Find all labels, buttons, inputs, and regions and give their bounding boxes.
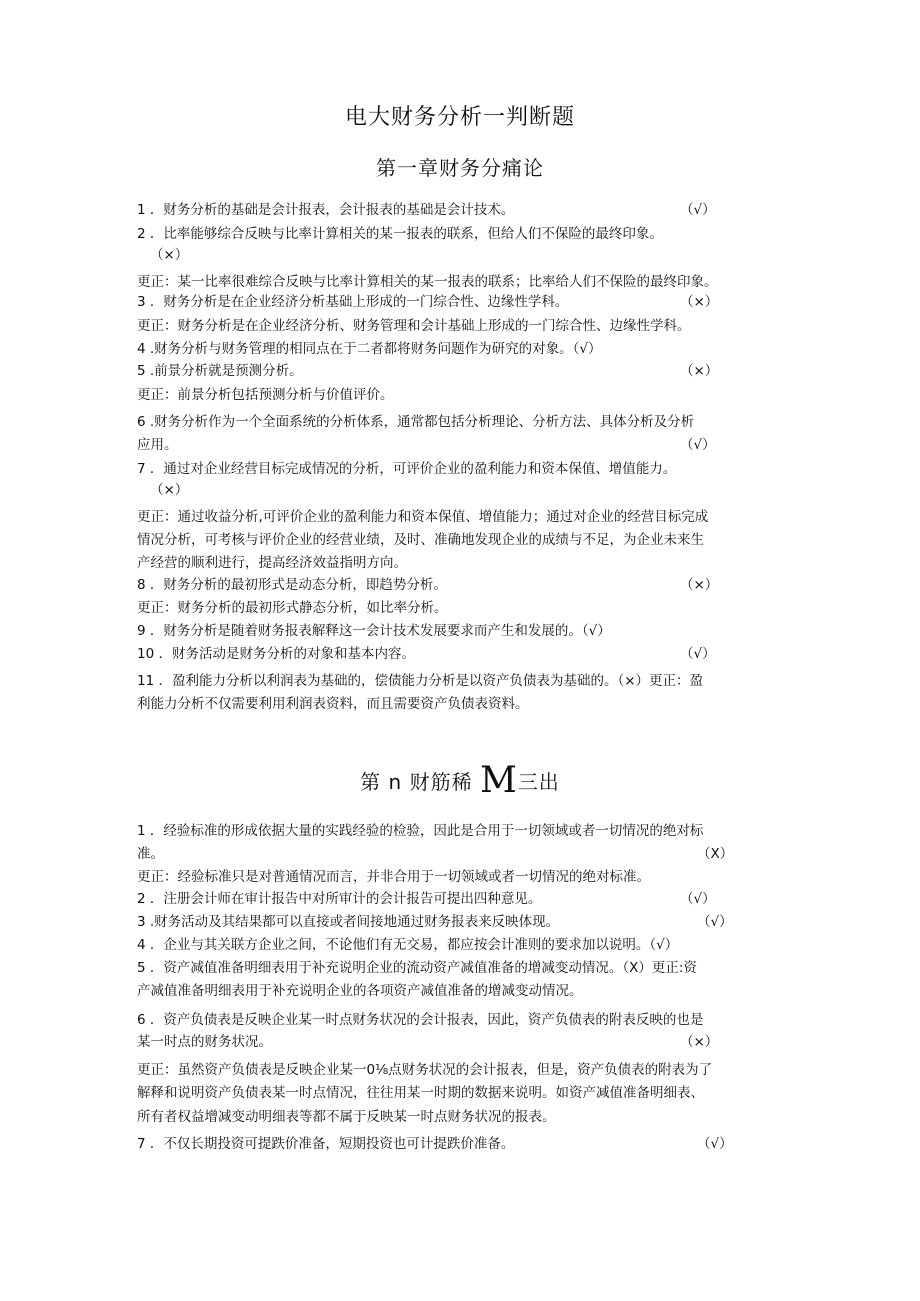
ch1-item-1-mark: （√） <box>680 202 716 218</box>
ch1-item-9: 9 ．财务分析是随着财务报表解释这一会计技术发展要求而产生和发展的。（√） <box>137 623 611 639</box>
ch2-item-5-cont: 产减值准备明细表用于补充说明企业的各项资产减值准备的增减变动情况。 <box>137 983 583 999</box>
ch1-item-7-correction-3: 产经营的顺利进行，提高经济效益指明方向。 <box>137 555 407 571</box>
ch1-item-3-mark: （×） <box>680 294 719 310</box>
ch1-item-7-correction-1: 更正：通过收益分析,可评价企业的盈利能力和资本保值、增值能力；通过对企业的经营目标完成 <box>137 509 709 525</box>
ch1-item-7-mark: （×） <box>150 482 189 498</box>
ch1-item-2: 2 ．比率能够综合反映与比率计算相关的某一报表的联系，但给人们不保险的最终印象。 <box>137 226 663 242</box>
ch1-item-5-correction: 更正：前景分析包括预测分析与价值评价。 <box>137 387 394 403</box>
ch2-item-1-correction: 更正：经验标准只是对普通情况而言，并非合用于一切领域或者一切情况的绝对标准。 <box>137 869 650 885</box>
chapter-1-heading: 第一章财务分痛论 <box>376 156 544 180</box>
chapter-2-heading-part1: 第 <box>360 770 382 794</box>
ch2-item-5: 5 ．资产减值准备明细表用于补充说明企业的流动资产减值准备的增减变动情况。（X）更正:资 <box>137 960 697 976</box>
ch1-item-7: 7 ．通过对企业经营目标完成情况的分析，可评价企业的盈利能力和资本保值、增值能力。 <box>137 461 677 477</box>
chapter-2-heading-part2: n <box>388 770 403 794</box>
ch2-item-6-correction-2: 解释和说明资产负债表某一时点情况，往往用某一时期的数据来说明。如资产减值准备明细表、 <box>137 1085 704 1101</box>
ch2-item-1: 1 ．经验标准的形成依据大量的实践经验的检验，因此是合用于一切领域或者一切情况的绝对标 <box>137 823 704 839</box>
ch1-item-3: 3 ．财务分析是在企业经济分析基础上形成的一门综合性、边缘性学科。 <box>137 294 569 310</box>
ch2-item-1-mark: （X） <box>697 846 734 862</box>
ch2-item-6-cont: 某一时点的财务状况。 <box>137 1034 272 1050</box>
chapter-2-heading-part5: 三出 <box>517 770 560 794</box>
chapter-2-heading <box>0 760 920 801</box>
ch2-item-6-mark: （×） <box>680 1034 719 1050</box>
ch1-item-6-cont: 应用。 <box>137 437 178 453</box>
ch1-item-5-mark: （×） <box>680 363 719 379</box>
ch2-item-7-mark: （√） <box>697 1136 733 1152</box>
ch1-item-3-correction: 更正：财务分析是在企业经济分析、财务管理和会计基础上形成的一门综合性、边缘性学科。 <box>137 318 691 334</box>
ch1-item-6: 6 .财务分析作为一个全面系统的分析体系，通常都包括分析理论、分析方法、具体分析及分析 <box>137 414 695 430</box>
ch2-item-2: 2 ．注册会计师在审计报告中对所审计的会计报告可提出四种意见。 <box>137 891 542 907</box>
ch1-item-11: 11 ．盈利能力分析以利润表为基础的，偿债能力分析是以资产负债表为基础的。（×）更正：盈 <box>137 673 704 689</box>
ch1-item-10: 10 ．财务活动是财务分析的对象和基本内容。 <box>137 646 415 662</box>
ch2-item-2-mark: （√） <box>680 891 716 907</box>
chapter-2-heading-part4: M <box>479 760 518 801</box>
ch1-item-8-mark: （×） <box>680 577 719 593</box>
ch1-item-1: 1 ．财务分析的基础是会计报表，会计报表的基础是会计技术。 <box>137 202 515 218</box>
ch1-item-10-mark: （√） <box>680 646 716 662</box>
ch2-item-6: 6 ．资产负债表是反映企业某一时点财务状况的会计报表，因此，资产负债表的附表反映的也是 <box>137 1012 704 1028</box>
ch1-item-4: 4 .财务分析与财务管理的相同点在于二者都将财务问题作为研究的对象。（√） <box>137 341 602 357</box>
ch1-item-8-correction: 更正：财务分析的最初形式静态分析，如比率分析。 <box>137 600 448 616</box>
ch2-item-6-correction-3: 所有者权益增减变动明细表等都不属于反映某一时点财务状况的报表。 <box>137 1109 556 1125</box>
document-title: 电大财务分析一判断题 <box>344 105 575 130</box>
ch2-item-1-cont: 准。 <box>137 846 164 862</box>
ch1-item-5: 5 .前景分析就是预测分析。 <box>137 363 303 379</box>
ch2-item-7: 7 ．不仅长期投资可提跌价准备，短期投资也可计提跌价准备。 <box>137 1136 515 1152</box>
ch2-item-4: 4 ．企业与其关联方企业之间，不论他们有无交易，都应按会计准则的要求加以说明。（√） <box>137 937 679 953</box>
chapter-2-heading-part3: 财筋稀 <box>409 770 473 794</box>
ch1-item-2-correction: 更正：某一比率很难综合反映与比率计算相关的某一报表的联系；比率给人们不保险的最终印象。 <box>137 274 718 290</box>
ch2-item-3-mark: （√） <box>697 914 733 930</box>
ch1-item-6-mark: （√） <box>680 437 716 453</box>
ch1-item-7-correction-2: 情况分析，可考核与评价企业的经营业绩，及时、准确地发现企业的成绩与不足，为企业未来生 <box>137 532 704 548</box>
ch2-item-6-correction-1: 更正：虽然资产负债表是反映企业某一0⅛点财务状况的会计报表，但是，资产负债表的附表为了 <box>137 1062 713 1078</box>
ch1-item-8: 8 ．财务分析的最初形式是动态分析，即趋势分析。 <box>137 577 447 593</box>
ch2-item-3: 3 .财务活动及其结果都可以直接或者间接地通过财务报表来反映体现。 <box>137 914 560 930</box>
ch1-item-11-cont: 利能力分析不仅需要利用利润表资料，而且需要资产负债表资料。 <box>137 696 529 712</box>
ch1-item-2-mark: （×） <box>150 247 189 263</box>
